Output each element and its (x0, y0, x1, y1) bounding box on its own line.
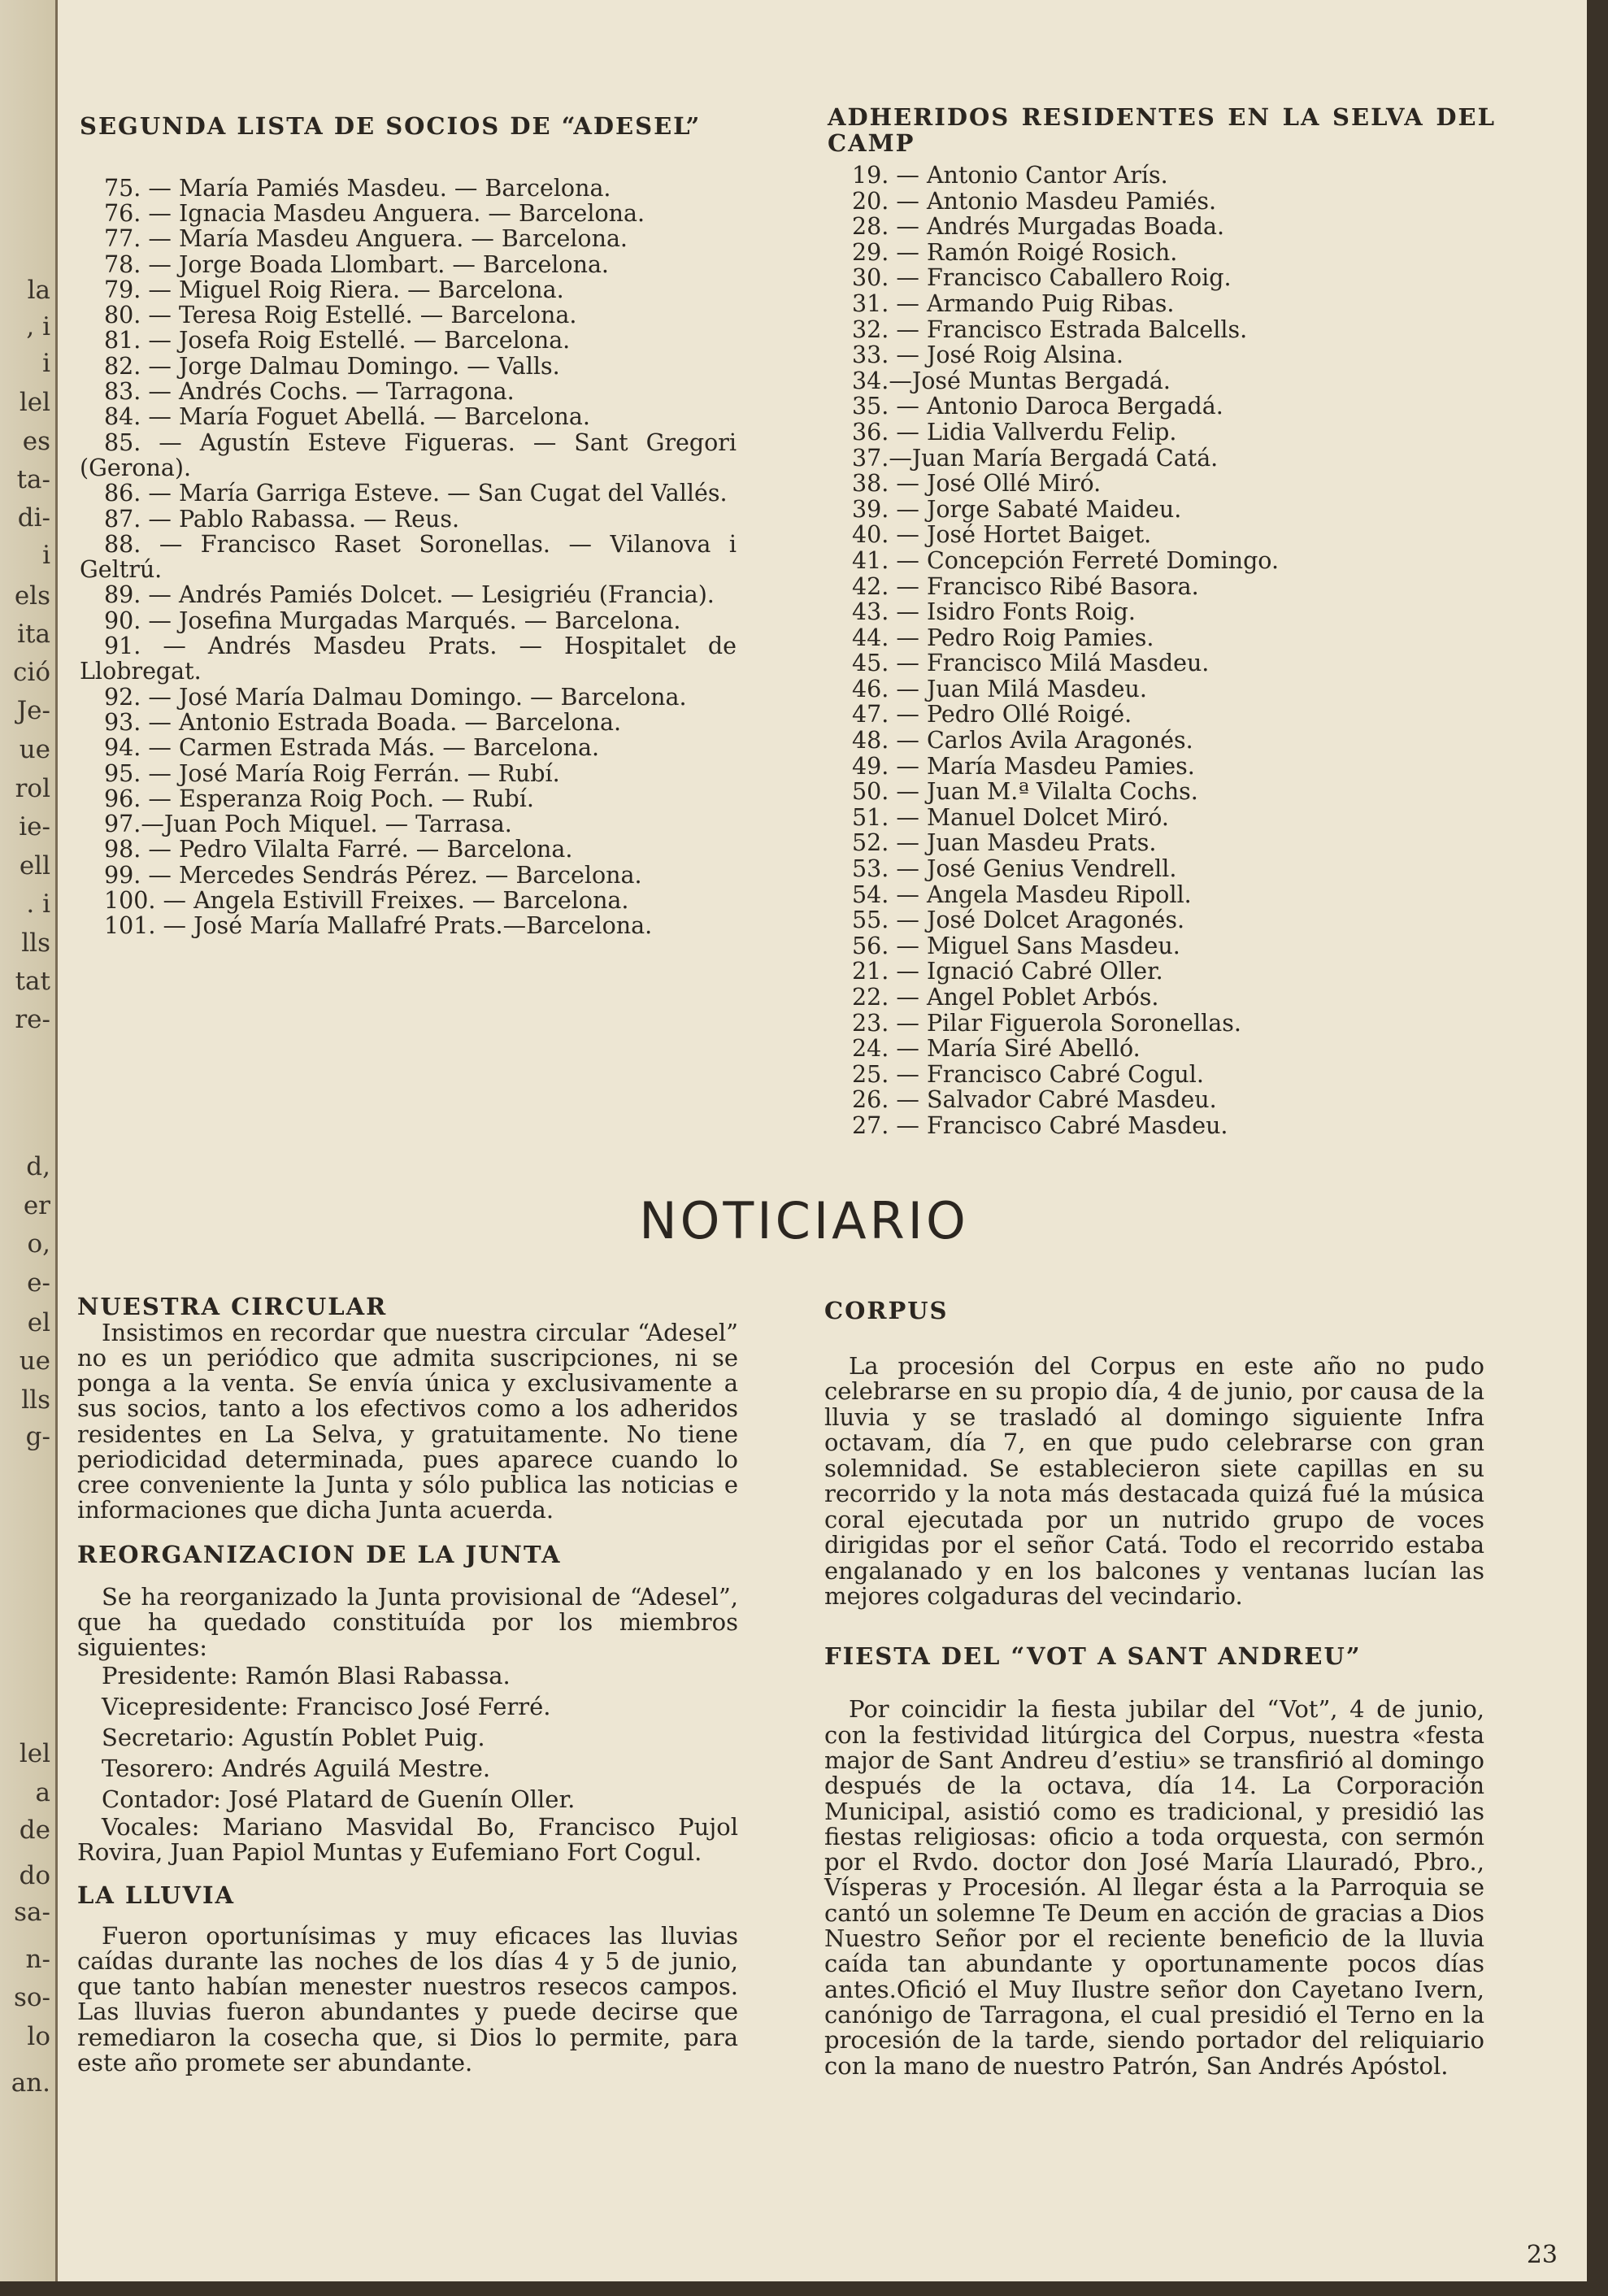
adherido-entry: 27. — Francisco Cabré Masdeu. (852, 1111, 1228, 1139)
circular-title: NUESTRA CIRCULAR (77, 1293, 388, 1320)
adherido-entry: 28. — Andrés Murgadas Boada. (852, 213, 1225, 241)
socio-entry: 78. — Jorge Boada Llombart. — Barcelona. (104, 250, 609, 278)
socio-entry: 82. — Jorge Dalmau Domingo. — Valls. (104, 352, 560, 380)
previous-page-text-fragment: rol (15, 774, 50, 803)
adherido-entry: 24. — María Siré Abelló. (852, 1035, 1141, 1063)
adherido-entry: 42. — Francisco Ribé Basora. (852, 572, 1199, 600)
adherido-entry: 22. — Angel Poblet Arbós. (852, 984, 1159, 1011)
socio-entry: 96. — Esperanza Roig Poch. — Rubí. (104, 785, 534, 812)
previous-page-text-fragment: g- (25, 1422, 50, 1451)
lluvia-section (77, 1883, 738, 2076)
previous-page-text-fragment: a (35, 1778, 50, 1807)
previous-page-text-fragment: so- (13, 1983, 50, 2012)
adherido-entry: 29. — Ramón Roigé Rosich. (852, 238, 1178, 266)
previous-page-text-fragment: ció (13, 658, 50, 687)
socio-entry: 99. — Mercedes Sendrás Pérez. — Barcelona. (104, 861, 642, 889)
previous-page-text-fragment: . i (26, 889, 50, 919)
socio-entry: 76. — Ignacia Masdeu Anguera. — Barcelona. (104, 200, 645, 227)
previous-page-text-fragment: lls (21, 1385, 50, 1415)
adherido-entry: 34.—José Muntas Bergadá. (852, 367, 1171, 394)
adherido-entry: 26. — Salvador Cabré Masdeu. (852, 1086, 1217, 1114)
adherido-entry: 38. — José Ollé Miró. (852, 470, 1102, 498)
junta-title: REORGANIZACION DE LA JUNTA (77, 1541, 562, 1569)
previous-page-text-fragment: es (22, 427, 50, 456)
previous-page-text-fragment: o, (27, 1229, 50, 1259)
previous-page-text-fragment: lel (19, 1739, 50, 1768)
adherido-entry: 20. — Antonio Masdeu Pamiés. (852, 187, 1217, 215)
socio-entry: 88. — Francisco Raset Soronellas. — Vilanova i Geltrú. (80, 530, 737, 584)
news-right-column (824, 1298, 1484, 2079)
adherido-entry: 49. — María Masdeu Pamies. (852, 752, 1195, 780)
previous-page-text-fragment: la (27, 276, 50, 305)
adherido-entry: 30. — Francisco Caballero Roig. (852, 264, 1232, 292)
adheridos-title: ADHERIDOS RESIDENTES EN LA SELVA DEL CAMP (828, 103, 1496, 157)
socio-entry: 86. — María Garriga Esteve. — San Cugat del Vallés. (104, 480, 728, 507)
adherido-entry: 37.—Juan María Bergadá Catá. (852, 444, 1219, 472)
previous-page-text-fragment: ell (19, 851, 50, 881)
junta-member: Secretario: Agustín Poblet Puig. (102, 1724, 485, 1752)
adherido-entry: 21. — Ignació Cabré Oller. (852, 958, 1163, 985)
previous-page-text-fragment: ie- (19, 812, 50, 841)
adherido-entry: 55. — José Dolcet Aragonés. (852, 907, 1185, 934)
adherido-entry: 31. — Armando Puig Ribas. (852, 289, 1175, 317)
socio-entry: 101. — José María Mallafré Prats.—Barcelona. (104, 912, 653, 940)
right-page-edge (1587, 0, 1608, 2296)
adherido-entry: 56. — Miguel Sans Masdeu. (852, 932, 1180, 959)
socio-entry: 92. — José María Dalmau Domingo. — Barcelona. (104, 683, 687, 711)
adherido-entry: 52. — Juan Masdeu Prats. (852, 829, 1157, 857)
junta-member: Tesorero: Andrés Aguilá Mestre. (102, 1755, 491, 1783)
previous-page-text-fragment: ta- (16, 465, 50, 494)
adherido-entry: 43. — Isidro Fonts Roig. (852, 598, 1136, 626)
corpus-title: CORPUS (824, 1297, 949, 1324)
socio-entry: 97.—Juan Poch Miquel. — Tarrasa. (104, 811, 512, 838)
previous-page-text-fragment: er (23, 1191, 50, 1220)
adherido-entry: 33. — José Roig Alsina. (852, 341, 1123, 369)
previous-page-text-fragment: Je- (16, 696, 50, 725)
socio-entry: 75. — María Pamiés Masdeu. — Barcelona. (104, 174, 611, 202)
previous-page-text-fragment: an. (11, 2068, 50, 2098)
adheridos-column (828, 104, 1496, 1139)
socio-entry: 87. — Pablo Rabassa. — Reus. (104, 505, 460, 533)
junta-member: Contador: José Platard de Guenín Oller. (102, 1785, 576, 1814)
adherido-entry: 53. — José Genius Vendrell. (852, 855, 1177, 883)
socio-entry: 85. — Agustín Esteve Figueras. — Sant Gregori (Gerona). (80, 428, 737, 481)
lluvia-text: Fueron oportunísimas y muy eficaces las lluvias caídas durante las noches de los días 4 y 5 de junio, que tanto habían menester nuestros resecos campos. Las lluvias fueron abundantes y puede decirse que remediaron la cosecha que, si Dios lo permite, para este año promete ser abundante. (77, 1921, 738, 2076)
junta-member: Presidente: Ramón Blasi Rabassa. (102, 1662, 511, 1690)
socio-entry: 100. — Angela Estivill Freixes. — Barcelona. (104, 887, 629, 915)
previous-page-text-fragment: i (42, 541, 50, 570)
adherido-entry: 48. — Carlos Avila Aragonés. (852, 727, 1193, 754)
socio-entry: 91. — Andrés Masdeu Prats. — Hospitalet de Llobregat. (80, 633, 737, 685)
socio-entry: 90. — Josefina Murgadas Marqués. — Barcelona. (104, 607, 681, 634)
previous-page-text-fragment: de (19, 1815, 50, 1845)
previous-page-text-fragment: do (19, 1861, 50, 1890)
socio-entry: 79. — Miguel Roig Riera. — Barcelona. (104, 276, 564, 303)
previous-page-text-fragment: , i (26, 312, 50, 341)
adherido-entry: 51. — Manuel Dolcet Miró. (852, 803, 1169, 831)
previous-page-text-fragment: ue (19, 735, 50, 764)
corpus-section (824, 1298, 1484, 1610)
socio-entry: 77. — María Masdeu Anguera. — Barcelona. (104, 225, 628, 253)
previous-page-text-fragment: lel (19, 388, 50, 417)
adherido-entry: 44. — Pedro Roig Pamies. (852, 624, 1154, 651)
circular-section (77, 1294, 738, 1523)
adherido-entry: 40. — José Hortet Baiget. (852, 521, 1152, 549)
adherido-entry: 54. — Angela Masdeu Ripoll. (852, 881, 1192, 908)
noticiario-title: NOTICIARIO (639, 1191, 969, 1250)
socio-entry: 95. — José María Roig Ferrán. — Rubí. (104, 759, 560, 787)
previous-page-text-fragment: el (27, 1308, 50, 1337)
adherido-entry: 39. — Jorge Sabaté Maideu. (852, 495, 1182, 523)
junta-intro: Se ha reorganizado la Junta provisional de “Adesel”, que ha quedado constituída por los miembros siguientes: (77, 1583, 738, 1662)
socios-title: SEGUNDA LISTA DE SOCIOS DE “ADESEL” (80, 112, 702, 140)
junta-vocales: Vocales: Mariano Masvidal Bo, Francisco Pujol Rovira, Juan Papiol Muntas y Eufemiano Fort Cogul. (77, 1813, 738, 1867)
bottom-page-edge (0, 2281, 1608, 2296)
lluvia-title: LA LLUVIA (77, 1881, 236, 1910)
adherido-entry: 47. — Pedro Ollé Roigé. (852, 701, 1132, 728)
previous-page-text-fragment: di- (17, 503, 50, 533)
previous-page-text-fragment: els (14, 581, 50, 611)
previous-page-text-fragment: e- (27, 1268, 50, 1298)
socio-entry: 84. — María Foguet Abellá. — Barcelona. (104, 403, 590, 431)
previous-page-text-fragment: d, (26, 1152, 50, 1181)
adherido-entry: 35. — Antonio Daroca Bergadá. (852, 393, 1223, 420)
socio-entry: 81. — Josefa Roig Estellé. — Barcelona. (104, 327, 571, 354)
previous-page-text-fragment: tat (15, 967, 50, 996)
socio-entry: 89. — Andrés Pamiés Dolcet. — Lesigriéu (Francia). (104, 581, 715, 609)
circular-text: Insistimos en recordar que nuestra circular “Adesel” no es un periódico que admita suscripciones, ni se ponga a la venta. Se envía única y exclusivamente a sus socios, tanto a los efectivos como a los adheridos residentes en La Selva, y gratuitamente. No tiene periodicidad determinada, pues aparece cuando lo cree conveniente la Junta y sólo publica las noticias e informaciones que dicha Junta acuerda. (77, 1318, 738, 1524)
junta-members (77, 1660, 738, 1815)
adherido-entry: 50. — Juan M.ª Vilalta Cochs. (852, 778, 1198, 806)
previous-page-text-fragment: i (42, 349, 50, 378)
socios-column (80, 114, 737, 939)
previous-page-text-fragment: lo (27, 2022, 50, 2051)
adherido-entry: 19. — Antonio Cantor Arís. (852, 162, 1168, 189)
previous-page-text-fragment: re- (15, 1005, 50, 1034)
socios-list (80, 176, 737, 939)
corpus-text: La procesión del Corpus en este año no pudo celebrarse en su propio día, 4 de junio, por causa de la lluvia y se trasladó al domingo siguiente Infra octavam, día 7, en que pudo celebrarse con gran solemnidad. Se establecieron siete capillas en su recorrido y la nota más destacada quizá fué la música coral ejecutada por un nutrido grupo de voces dirigidas por el señor Catá. Todo el recorrido estaba engalanado y en los balcones y ventanas lucían las mejores colgaduras del vecindario. (824, 1351, 1484, 1611)
adherido-entry: 36. — Lidia Vallverdu Felip. (852, 418, 1177, 446)
previous-page-text-fragment: sa- (14, 1898, 50, 1927)
adherido-entry: 25. — Francisco Cabré Cogul. (852, 1060, 1204, 1088)
socio-entry: 94. — Carmen Estrada Más. — Barcelona. (104, 734, 600, 762)
socio-entry: 93. — Antonio Estrada Boada. — Barcelona. (104, 708, 622, 736)
fiesta-section (824, 1644, 1484, 2079)
socio-entry: 98. — Pedro Vilalta Farré. — Barcelona. (104, 836, 573, 863)
news-left-column (77, 1294, 738, 2076)
adherido-entry: 41. — Concepción Ferreté Domingo. (852, 546, 1280, 574)
fiesta-title: FIESTA DEL “VOT A SANT ANDREU” (824, 1642, 1362, 1670)
adherido-entry: 32. — Francisco Estrada Balcells. (852, 315, 1248, 343)
previous-page-text-fragment: lls (21, 928, 50, 958)
adherido-entry: 23. — Pilar Figuerola Soronellas. (852, 1009, 1241, 1037)
junta-member: Vicepresidente: Francisco José Ferré. (102, 1693, 551, 1721)
socio-entry: 83. — Andrés Cochs. — Tarragona. (104, 378, 515, 406)
previous-page-text-fragment: ue (19, 1346, 50, 1376)
socio-entry: 80. — Teresa Roig Estellé. — Barcelona. (104, 302, 577, 329)
adherido-entry: 45. — Francisco Milá Masdeu. (852, 650, 1210, 677)
previous-page-edge (0, 0, 58, 2296)
page-number: 23 (1526, 2241, 1558, 2269)
previous-page-text-fragment: n- (25, 1945, 50, 1974)
junta-section (77, 1542, 738, 1865)
adherido-entry: 46. — Juan Milá Masdeu. (852, 675, 1147, 702)
adheridos-list (828, 163, 1496, 1139)
fiesta-text: Por coincidir la fiesta jubilar del “Vot”, 4 de junio, con la festividad litúrgica del Corpus, nuestra «festa major de Sant Andreu d’estiu» se transfirió al domingo después de la octava, día 14. La Corporación Municipal, asistió como es tradicional, y presidió las fiestas religiosas: oficio a toda orquesta, con sermón por el Rvdo. doctor don José María Llauradó, Pbro., Vísperas y Procesión. Al llegar ésta a la Parroquia se cantó un solemne Te Deum en acción de gracias a Dios Nuestro Señor por el reciente beneficio de la lluvia caída tan abundante y oportunamente pocos días antes.Ofició el Muy Ilustre señor don Cayetano Ivern, canónigo de Tarragona, el cual presidió el Terno en la procesión de la tarde, siendo portador del reliquiario con la mano de nuestro Patrón, San Andrés Apóstol. (824, 1695, 1484, 2080)
previous-page-text-fragment: ita (17, 620, 50, 649)
